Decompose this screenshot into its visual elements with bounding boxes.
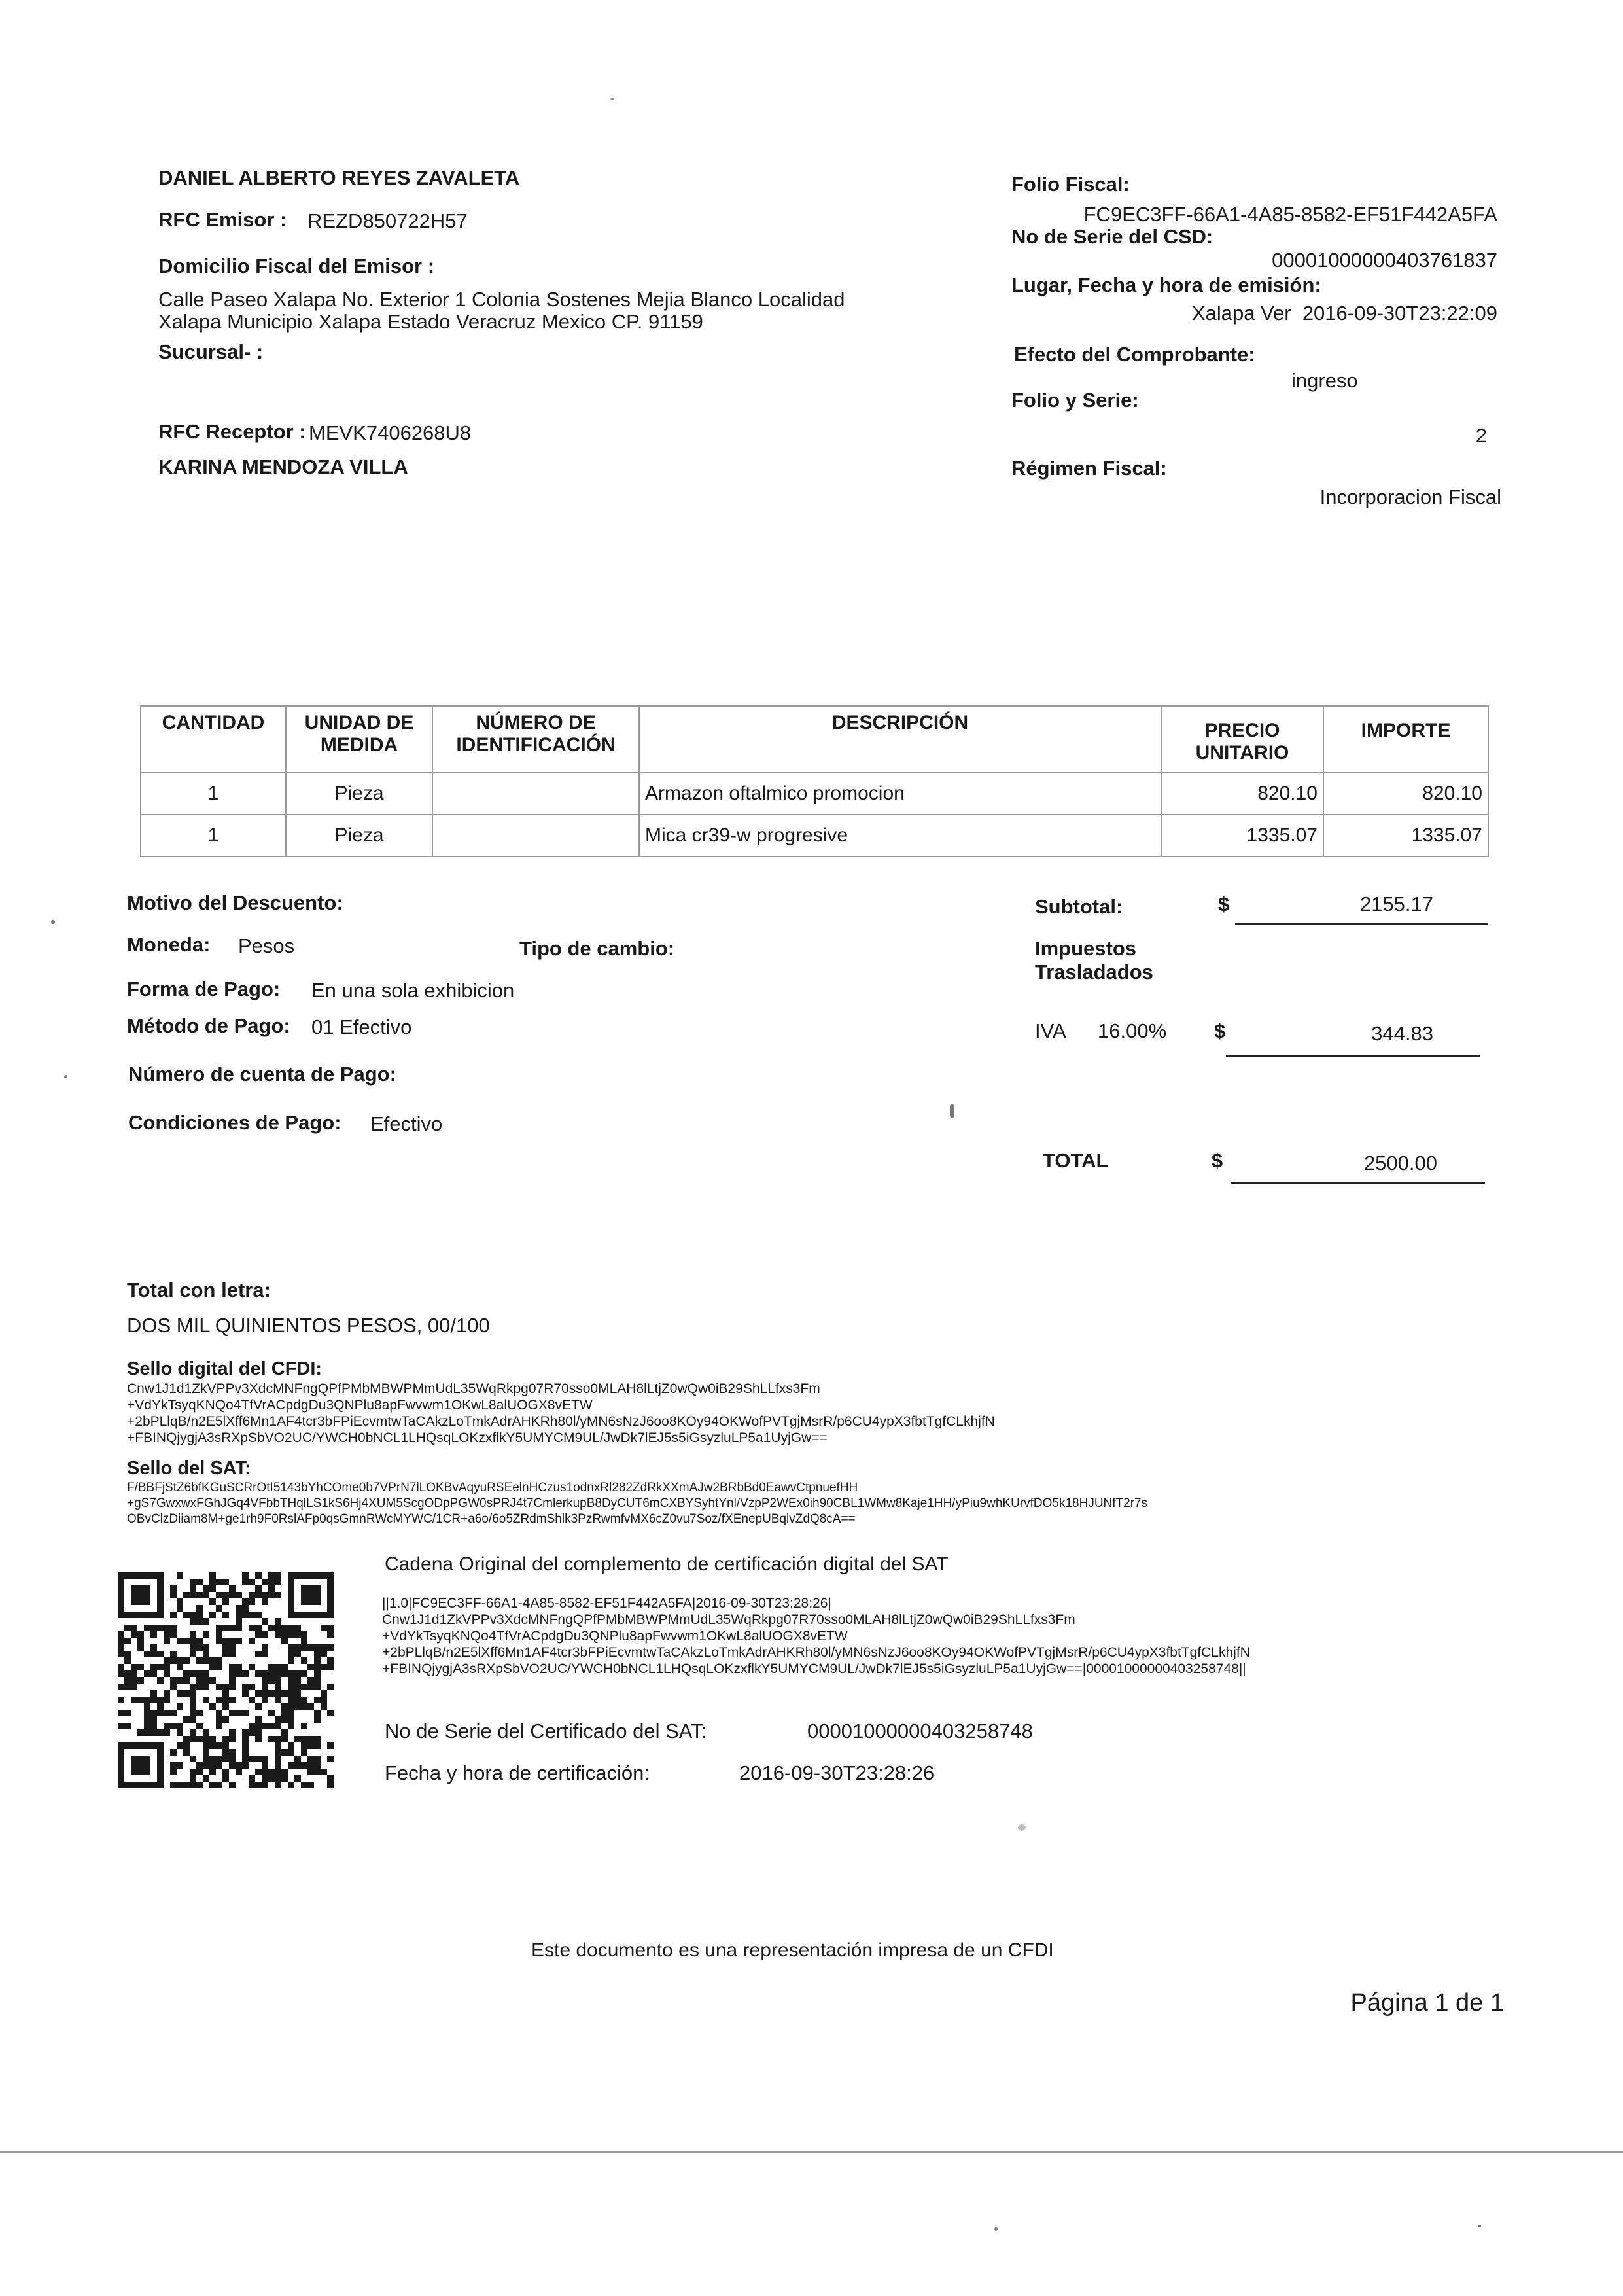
cell-precio: 820.10 [1161, 773, 1323, 815]
impuestos-label-1: Impuestos [1035, 937, 1137, 960]
header-cantidad: CANTIDAD [141, 706, 286, 773]
condiciones-label: Condiciones de Pago: [128, 1111, 341, 1134]
sello-cfdi-label: Sello digital del CFDI: [127, 1358, 323, 1379]
folio-fiscal-value: FC9EC3FF-66A1-4A85-8582-EF51F442A5FA [1083, 203, 1497, 226]
sello-sat-block [127, 1480, 1147, 1527]
regimen-label: Régimen Fiscal: [1011, 457, 1167, 480]
lugar-fecha-label: Lugar, Fecha y hora de emisión: [1011, 274, 1321, 296]
cell-descripcion: Armazon oftalmico promocion [639, 773, 1161, 815]
iva-underline [1226, 1055, 1480, 1057]
table-header-row [141, 706, 1488, 773]
header-importe: IMPORTE [1323, 706, 1488, 773]
sello-sat-label: Sello del SAT: [127, 1458, 251, 1479]
serie-csd-label: No de Serie del CSD: [1011, 225, 1213, 248]
total-label: TOTAL [1043, 1149, 1109, 1172]
rfc-receptor-value: MEVK7406268U8 [309, 421, 472, 444]
sello-cfdi-line: +FBINQjygjA3sRXpSbVO2UC/YWCH0bNCL1LHQsqLOKzxflkY5UMYCM9UL/JwDk7lEJ5s5iGsyzluLP5a1UyjGw== [127, 1430, 828, 1445]
forma-pago-label: Forma de Pago: [127, 978, 281, 1000]
domicilio-line-1: Calle Paseo Xalapa No. Exterior 1 Colonia Sostenes Mejia Blanco Localidad [158, 288, 845, 311]
folio-serie-value: 2 [1475, 424, 1487, 447]
cadena-title: Cadena Original del complemento de certificación digital del SAT [385, 1553, 949, 1575]
tipo-cambio-label: Tipo de cambio: [519, 937, 675, 960]
cert-sat-value: 00001000000403258748 [807, 1720, 1033, 1742]
moneda-label: Moneda: [127, 933, 211, 956]
cell-importe: 820.10 [1323, 773, 1488, 815]
total-value: 2500.00 [1363, 1152, 1437, 1174]
rfc-emisor-label: RFC Emisor : [158, 208, 287, 231]
iva-label: IVA [1035, 1019, 1066, 1042]
subtotal-underline [1235, 923, 1488, 925]
scan-speck [1018, 1824, 1026, 1831]
subtotal-value: 2155.17 [1359, 892, 1433, 915]
footer-nota: Este documento es una representación impresa de un CFDI [531, 1939, 1054, 1961]
rfc-emisor-value: REZD850722H57 [307, 209, 468, 232]
page-edge-line [0, 2151, 1623, 2153]
serie-csd-value: 00001000000403761837 [1272, 249, 1497, 272]
items-table [140, 705, 1489, 857]
forma-pago-value: En una sola exhibicion [311, 979, 515, 1002]
cadena-line: Cnw1J1d1ZkVPPv3XdcMNFngQPfPMbMBWPMmUdL35WqRkpg07R70sso0MLAH8lLtjZ0wQw0iB29ShLLfxs3Fm [382, 1612, 1075, 1627]
scan-speck [610, 98, 614, 100]
header-unidad: UNIDAD DE MEDIDA [286, 706, 432, 773]
cell-unidad: Pieza [286, 815, 432, 857]
sello-sat-line: +gS7GwxwxFGhJGq4VFbbTHqlLS1kS6Hj4XUM5ScgODpPGW0sPRJ4t7CmlerkupB8DyCUT6mCXBYSyhtYnl/VzpP2WEx0ih90CBL1WMw8Kaje1HH/yPiu9whKUrvfDO5k18HJUNfT2r7s [127, 1496, 1148, 1510]
cell-numero [432, 815, 639, 857]
cadena-line: +FBINQjygjA3sRXpSbVO2UC/YWCH0bNCL1LHQsqLOKzxflkY5UMYCM9UL/JwDk7lEJ5s5iGsyzluLP5a1UyjGw==|00001000000403258748|| [382, 1661, 1246, 1676]
iva-rate: 16.00% [1098, 1019, 1167, 1042]
sello-sat-line: OBvClzDiiam8M+ge1rh9F0RslAFp0qsGmnRWcMYWC/1CR+a6o/6o5ZRdmShlk3PzRwmfvMX6cZ0vu7Soz/fXEnepUBqlvZdQ8cA== [127, 1512, 856, 1526]
efecto-label: Efecto del Comprobante: [1014, 343, 1255, 366]
total-letra-label: Total con letra: [127, 1279, 271, 1301]
cadena-line: ||1.0|FC9EC3FF-66A1-4A85-8582-EF51F442A5FA|2016-09-30T23:28:26| [382, 1596, 831, 1611]
page-number: Página 1 de 1 [1350, 1989, 1504, 2017]
cell-unidad: Pieza [286, 773, 432, 815]
sello-cfdi-line: +VdYkTsyqKNQo4TfVrACpdgDu3QNPlu8apFwvwm1OKwL8alUOGX8vETW [127, 1398, 593, 1413]
cuenta-pago-label: Número de cuenta de Pago: [128, 1063, 396, 1086]
header-precio: PRECIO UNITARIO [1161, 706, 1323, 773]
emisor-nombre: DANIEL ALBERTO REYES ZAVALETA [158, 166, 520, 189]
cadena-line: +2bPLlqB/n2E5lXff6Mn1AF4tcr3bFPiEcvmtwTaCAkzLoTmkAdrAHKRh80l/yMN6sNzJ6oo8KOy94OKWofPVTgjMsrR/p6CU4ypX3fbtTgfCLkhjfN [382, 1645, 1250, 1660]
folio-fiscal-label: Folio Fiscal: [1011, 173, 1130, 196]
sucursal-label: Sucursal- : [158, 340, 264, 363]
sello-cfdi-line: +2bPLlqB/n2E5lXff6Mn1AF4tcr3bFPiEcvmtwTaCAkzLoTmkAdrAHKRh80l/yMN6sNzJ6oo8KOy94OKWofPVTgjMsrR/p6CU4ypX3fbtTgfCLkhjfN [127, 1414, 995, 1429]
iva-value: 344.83 [1371, 1022, 1433, 1045]
sello-cfdi-line: Cnw1J1d1ZkVPPv3XdcMNFngQPfPMbMBWPMmUdL35WqRkpg07R70sso0MLAH8lLtjZ0wQw0iB29ShLLfxs3Fm [127, 1381, 820, 1396]
scan-speck [64, 1075, 67, 1078]
domicilio-label: Domicilio Fiscal del Emisor : [158, 255, 435, 277]
moneda-value: Pesos [238, 934, 295, 957]
qr-code [118, 1572, 334, 1788]
metodo-pago-value: 01 Efectivo [311, 1016, 412, 1038]
scan-speck [1478, 2225, 1481, 2227]
lugar-fecha-value: Xalapa Ver 2016-09-30T23:22:09 [1191, 302, 1497, 325]
cell-descripcion: Mica cr39-w progresive [639, 815, 1161, 857]
cert-sat-label: No de Serie del Certificado del SAT: [385, 1720, 707, 1742]
scan-speck [51, 920, 55, 924]
domicilio-line-2: Xalapa Municipio Xalapa Estado Veracruz Mexico CP. 91159 [158, 310, 703, 333]
total-underline [1231, 1182, 1485, 1184]
scan-speck [950, 1104, 954, 1118]
receptor-nombre: KARINA MENDOZA VILLA [158, 455, 408, 478]
rfc-receptor-label: RFC Receptor : [158, 420, 306, 443]
cell-cantidad: 1 [141, 773, 286, 815]
cell-numero [432, 773, 639, 815]
fecha-cert-value: 2016-09-30T23:28:26 [739, 1761, 935, 1784]
impuestos-label-2: Trasladados [1035, 961, 1153, 983]
fecha-cert-label: Fecha y hora de certificación: [385, 1761, 650, 1784]
total-currency: $ [1212, 1149, 1223, 1172]
folio-serie-label: Folio y Serie: [1011, 389, 1139, 412]
subtotal-label: Subtotal: [1035, 895, 1123, 918]
cell-precio: 1335.07 [1161, 815, 1323, 857]
condiciones-value: Efectivo [370, 1112, 443, 1135]
cadena-block [382, 1595, 1250, 1677]
regimen-value: Incorporacion Fiscal [1319, 486, 1501, 508]
total-letra-value: DOS MIL QUINIENTOS PESOS, 00/100 [127, 1314, 490, 1337]
iva-currency: $ [1214, 1019, 1226, 1042]
metodo-pago-label: Método de Pago: [127, 1014, 290, 1037]
cell-cantidad: 1 [141, 815, 286, 857]
table-row [141, 773, 1488, 815]
scan-speck [994, 2227, 998, 2231]
cadena-line: +VdYkTsyqKNQo4TfVrACpdgDu3QNPlu8apFwvwm1OKwL8alUOGX8vETW [382, 1629, 848, 1644]
cell-importe: 1335.07 [1323, 815, 1488, 857]
table-row [141, 815, 1488, 857]
header-descripcion: DESCRIPCIÓN [639, 706, 1161, 773]
efecto-value: ingreso [1291, 369, 1358, 392]
sello-cfdi-block [127, 1381, 995, 1446]
sello-sat-line: F/BBFjStZ6bfKGuSCRrOtI5143bYhCOme0b7VPrN7lLOKBvAqyuRSEelnHCzus1odnxRl282ZdRkXXmAJw2BRbBd0EawvCtpnuefHH [127, 1481, 858, 1494]
subtotal-currency: $ [1218, 892, 1230, 915]
motivo-descuento-label: Motivo del Descuento: [127, 891, 343, 914]
header-numero: NÚMERO DE IDENTIFICACIÓN [432, 706, 639, 773]
